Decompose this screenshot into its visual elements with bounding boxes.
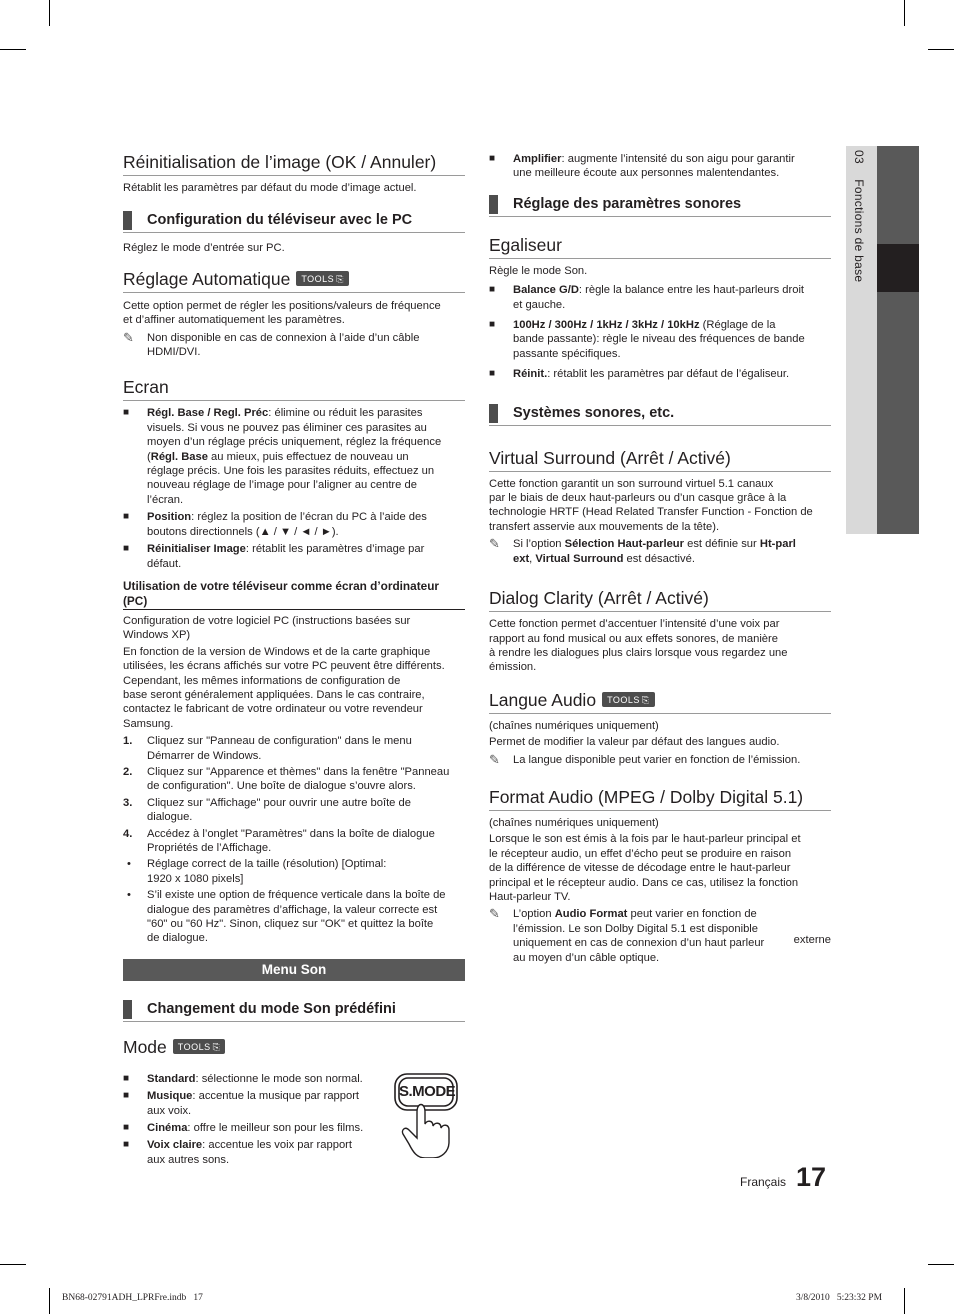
text-line: Cliquez sur "Panneau de configuration" dans le menu [147,735,412,748]
text-line: moyen d’un réglage précis uniquement, réglez la fréquence [147,436,442,449]
list-item [489,318,831,361]
list-item [123,406,465,507]
audio-language-title: Langue Audio TOOLS ⎘ [489,690,831,714]
tools-badge: TOOLS ⎘ [296,271,349,286]
step-number: 3. [123,796,133,809]
text-line: rapport au fond musical ou aux effets sonores, de manière [489,632,778,645]
note-line: Non disponible en cas de connexion à l’aide d’un câble [147,331,420,344]
crop-mark [904,1288,905,1314]
sound-params-title: Réglage des paramètres sonores [489,193,831,217]
pencil-note-icon: ✎ [489,751,500,767]
right-column [489,146,831,965]
square-bullet-icon: ■ [123,511,130,523]
amplifier-item [513,152,795,181]
text-line: émission. [489,661,537,674]
numbered-step [123,796,465,825]
pc-config-title: Configuration du téléviseur avec le PC [123,209,465,233]
text-line: aux autres sons. [147,1153,230,1166]
dialog-clarity-desc [489,617,831,675]
text-line: (Régl. Base au mieux, puis effectuez de nouveau un [147,450,409,463]
list-item [489,367,831,381]
ecran-b3 [147,542,424,571]
pencil-note-icon: ✎ [489,906,500,922]
bold-term: Régl. Base / Regl. Préc [147,407,269,420]
text-line: dialogue des paramètres d’affichage, la valeur correcte est [147,903,438,916]
text-line: bande passante): règle le niveau des fréquences de bande [513,333,805,346]
item-text [513,367,789,381]
audio-language-sub: (chaînes numériques uniquement) [489,719,659,732]
text-line: S’il existe une option de fréquence verticale dans la boîte de [147,889,446,902]
square-bullet-icon: ■ [489,319,496,331]
note-line: HDMI/DVI. [147,346,201,359]
ecran-b1 [147,406,441,507]
text-line: En fonction de la version de Windows et de la carte graphique [123,645,431,658]
text-line: 100Hz / 300Hz / 1kHz / 3kHz / 10kHz (Réglage de la [513,319,776,332]
pencil-note-icon: ✎ [123,329,134,345]
text-line: Haut-parleur TV. [489,890,571,903]
square-bullet-icon: ■ [123,1139,130,1151]
virtual-surround-title: Virtual Surround (Arrêt / Activé) [489,448,831,472]
tools-icon: ⎘ [641,694,650,705]
step-number: 4. [123,827,133,840]
item-text [147,1089,359,1118]
tools-icon: ⎘ [336,273,344,284]
list-item [489,152,831,181]
equalizer-desc: Règle le mode Son. [489,264,588,277]
auto-desc-line: et d’affiner automatiquement les paramètres. [123,314,345,327]
page-number: 17 [796,1162,827,1192]
steps-list [123,734,465,855]
list-item [123,510,465,539]
text-line: Accédez à l’onglet "Paramètres" dans la boîte de dialogue [147,827,435,840]
crop-mark [0,1264,26,1265]
footer-date: 3/8/2010 5:23:32 PM [796,1293,883,1303]
note [123,331,465,360]
bold-term: 100Hz / 300Hz / 1kHz / 3kHz / 10kHz [513,319,700,332]
text-line: utilisées, les écrans affichés sur votre PC peuvent être différents. [123,660,445,673]
text-line: Position: réglez la position de l’écran du PC à l’aide des [147,511,427,524]
pc-use-para [123,645,465,731]
square-bullet-icon: ■ [123,407,130,419]
text-line: "60" ou "60 Hz". Sinon, cliquez sur "OK" et quittez la boîte [147,918,434,931]
chapter-label [852,150,866,282]
equalizer-list [489,283,831,381]
item-text [513,318,805,361]
chapter-number: 03 [852,150,866,164]
audio-format-desc [489,832,831,904]
crop-mark [49,0,50,26]
list-item [123,1072,385,1086]
bold-term: Amplifier [513,153,562,165]
text-line: à rendre les dialogues plus clairs lorsque vous regardez une [489,646,788,659]
text-line: Cette fonction permet d’accentuer l’intensité d’une voix par [489,618,780,631]
text-line: nouveau réglage de l’image pour l’aligner au centre de [147,479,417,492]
text-line: et gauche. [513,298,566,311]
text-line: Cependant, les mêmes informations de configuration de [123,674,401,687]
square-bullet-icon: ■ [489,368,496,380]
bold-term: Balance G/D [513,284,579,297]
ecran-title: Ecran [123,377,465,401]
bold-term: Position [147,511,192,524]
text-line: de dialogue. [147,932,208,945]
text-line: une meilleure écoute aux personnes malentendantes. [513,167,780,180]
tools-badge: TOOLS ⎘ [173,1039,226,1054]
reset-image-desc: Rétablit les paramètres par défaut du mode d’image actuel. [123,182,417,194]
ecran-b2 [147,510,427,539]
text-line: Propriétés de l’Affichage. [147,842,272,854]
text-line: le récepteur audio, un effet d’écho peut se produire en raison [489,847,792,860]
bold-term: Standard [147,1072,196,1085]
smode-remote-button-icon [391,1072,463,1158]
bold-term: Réinit. [513,368,548,381]
bold-term: Musique [147,1090,193,1103]
step-text [147,827,435,856]
chapter-sidebar-active [877,244,919,292]
square-bullet-icon: ■ [123,1090,130,1102]
bold-term: Cinéma [147,1122,188,1135]
text-line: Démarrer de Windows. [147,749,262,762]
text-line: Samsung. [123,717,174,730]
list-item [123,1089,385,1118]
dialog-clarity-title: Dialog Clarity (Arrêt / Activé) [489,588,831,612]
mode-list [123,1072,385,1167]
tools-badge: TOOLS ⎘ [602,692,655,707]
audio-format-sub: (chaînes numériques uniquement) [489,816,659,829]
text-line: Réglage correct de la taille (résolution) [Optimal: [147,858,387,871]
text-line: Lorsque le son est émis à la fois par le haut-parleur principal et [489,833,801,846]
text-line: défaut. [147,557,182,570]
text-line: Amplifier: augmente l’intensité du son aigu pour garantir [513,153,795,165]
square-bullet-icon: ■ [123,1122,130,1134]
text-line: Musique: accentue la musique par rapport [147,1090,360,1103]
text-line: technologie HRTF (Head Related Transfer Function - Fonction de [489,506,813,519]
numbered-step [123,765,465,794]
list-item [123,542,465,571]
audio-format-title: Format Audio (MPEG / Dolby Digital 5.1) [489,787,831,811]
smode-label: S.MODE [399,1082,456,1100]
text-line: Cette fonction garantit un son surround virtuel 5.1 canaux [489,477,774,490]
square-bullet-icon: ■ [123,1072,130,1084]
text-line: Réinit.: rétablit les paramètres par défaut de l’égaliseur. [513,368,790,381]
auto-desc-line: Cette option permet de régler les positions/valeurs de fréquence [123,299,441,312]
text-line: contactez le fabricant de votre ordinateur ou votre revendeur [123,703,423,716]
dot-item [123,857,465,886]
change-mode-title: Changement du mode Son prédéfini [123,998,465,1022]
text-line: l’écran. [147,493,184,506]
step-text [147,734,412,763]
square-bullet-icon: ■ [123,543,130,555]
square-bullet-icon: ■ [489,153,496,164]
text-line: Cliquez sur "Affichage" pour ouvrir une autre boîte de [147,796,411,809]
crop-mark [928,49,954,50]
pc-config-desc: Réglez le mode d’entrée sur PC. [123,242,285,255]
text-line: Cliquez sur "Apparence et thèmes" dans la fenêtre "Panneau [147,765,450,778]
pencil-note-icon: ✎ [489,536,500,552]
step-text [147,796,411,825]
text-line: réglage précis. Une fois les parasites réduits, effectuez un [147,465,435,478]
left-column [123,146,465,1170]
dot-item [123,888,465,946]
text-line: transfert asservie aux mouvements de la tête). [489,520,720,533]
text-line: boutons directionnels (▲ / ▼ / ◄ / ►). [147,525,339,538]
text-line: Cinéma: offre le meilleur son pour les films. [147,1122,364,1135]
footer-language: Français [740,1175,787,1189]
list-item [489,283,831,312]
note-line: La langue disponible peut varier en fonction de l’émission. [513,753,801,766]
text-line: aux voix. [147,1104,192,1117]
dots-list [123,857,465,945]
square-bullet-icon: ■ [489,284,496,296]
crop-mark [49,1288,50,1314]
chapter-title: Fonctions de base [852,179,866,283]
crop-mark [928,1264,954,1265]
step-number: 1. [123,735,133,748]
virtual-surround-desc [489,477,831,535]
note: ✎ L’option Audio Format peut varier en fonction de l’émission. Le son Dolby Digital 5.1 est disponible uniquement en cas de connexion d’un haut parleur externe au moyen d’un câble optique. [489,906,831,964]
text-line: Voix claire: accentue les voix par rapport [147,1139,353,1152]
item-text [513,283,804,312]
list-item [123,1121,385,1135]
bold-term: Régl. Base [150,450,208,463]
list-item [123,1138,385,1167]
text-line: Régl. Base / Regl. Préc: élimine ou réduit les parasites [147,407,423,420]
crop-mark [0,49,26,50]
text-line: passante spécifiques. [513,347,621,360]
auto-adjust-title: Réglage Automatique TOOLS ⎘ [123,269,465,293]
pc-use-intro [123,614,465,643]
numbered-step [123,827,465,856]
pc-use-title: Utilisation de votre téléviseur comme écran d’ordinateur (PC) [123,579,465,610]
dot-bullet-icon: • [127,858,131,871]
text-line: principal et le récepteur audio. Dans ce cas, utilisez la fonction [489,876,799,889]
step-number: 2. [123,765,133,778]
tools-icon: ⎘ [212,1041,221,1052]
text-line: base seront généralement appliquées. Dans le cas contraire, [123,688,425,701]
dot-bullet-icon: • [127,889,131,902]
item-text [147,1072,363,1086]
footer-file: BN68-02791ADH_LPRFre.indb 17 [62,1293,203,1303]
reset-image-title: Réinitialisation de l’image (OK / Annuler) [123,152,465,176]
note [489,753,831,767]
mode-title: Mode TOOLS ⎘ [123,1037,465,1060]
menu-son-banner: Menu Son [123,959,465,981]
text-line: Standard: sélectionne le mode son normal. [147,1072,363,1085]
sound-systems-title: Systèmes sonores, etc. [489,402,831,426]
step-text [147,765,449,794]
dot-text [147,888,446,946]
text-line: Balance G/D: règle la balance entre les haut-parleurs droit [513,284,805,297]
item-text [147,1138,352,1167]
equalizer-title: Egaliseur [489,235,831,259]
text-line: Configuration de votre logiciel PC (instructions basées sur [123,614,411,627]
text-line: de la différence de vitesse de décodage entre le haut-parleur [489,862,791,875]
text-line: Windows XP) [123,629,191,642]
bold-term: Réinitialiser Image [147,543,246,556]
chapter-sidebar-dark [877,146,919,534]
item-text [147,1121,363,1135]
crop-mark [904,0,905,26]
text-line: dialogue. [147,811,193,824]
numbered-step [123,734,465,763]
bold-term: Voix claire [147,1139,203,1152]
text-line: par le biais de deux haut-parleurs ou d’un casque grâce à la [489,492,787,505]
text-line: Réinitialiser Image: rétablit les paramètres d’image par [147,543,425,556]
audio-language-desc: Permet de modifier la valeur par défaut des langues audio. [489,736,780,749]
text-line: de configuration". Une boîte de dialogue s’ouvre alors. [147,780,416,793]
dot-text [147,857,386,886]
text-line: visuels. Si vous ne pouvez pas éliminer ces parasites au [147,421,427,434]
note: ✎ Si l’option Sélection Haut-parleur est définie sur Ht-parl ext, Virtual Surround est désactivé. [489,536,796,565]
text-line: 1920 x 1080 pixels] [147,872,244,885]
